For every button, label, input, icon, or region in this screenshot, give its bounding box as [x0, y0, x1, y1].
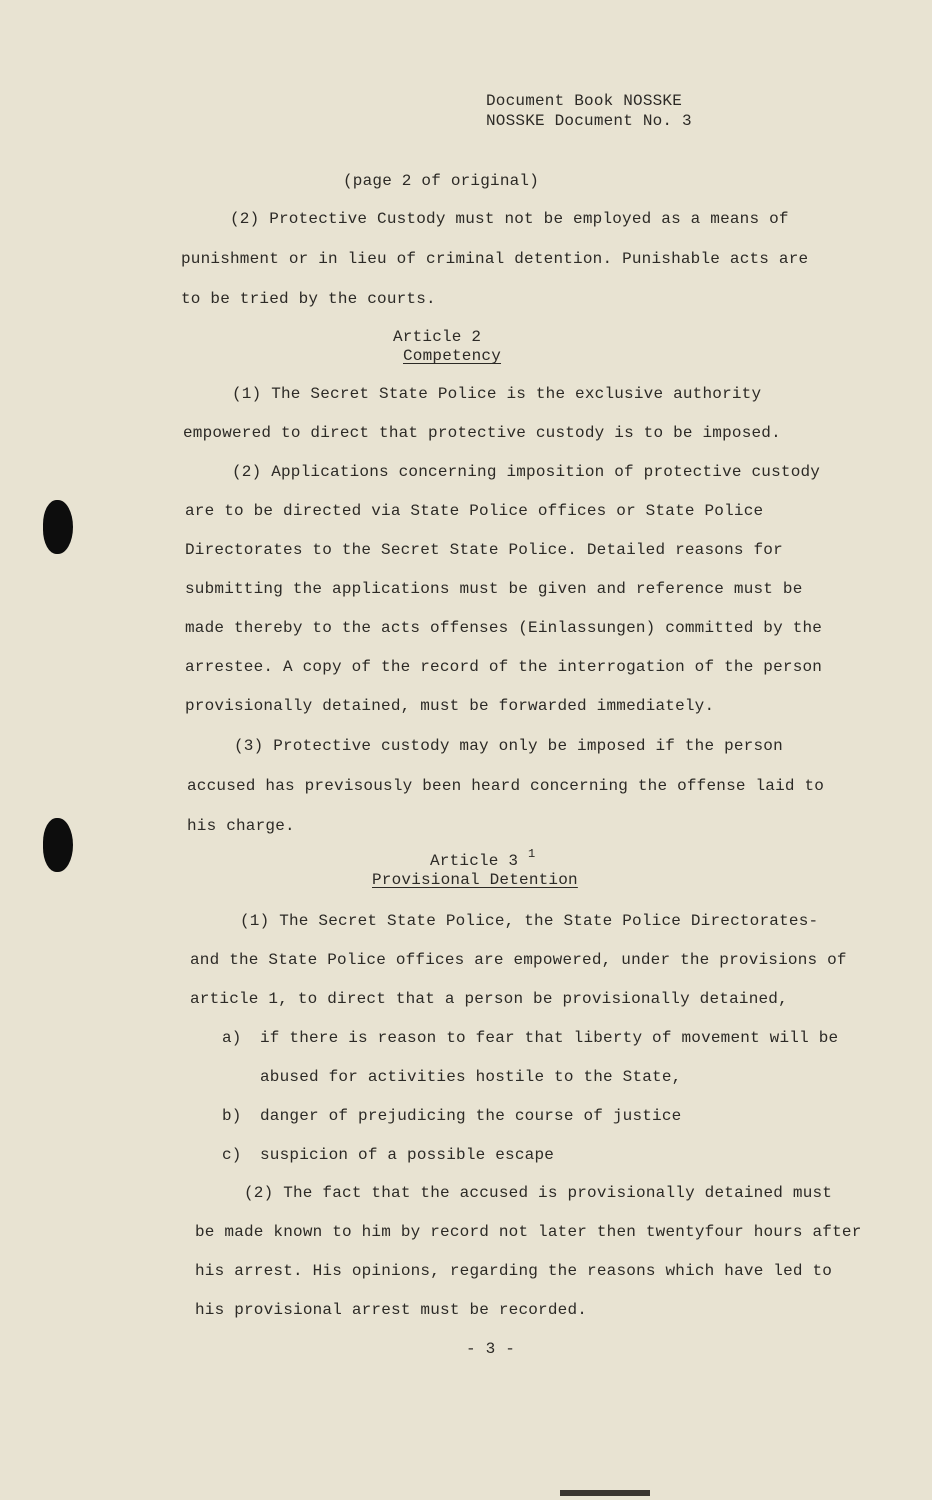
list-item-b-line-1: danger of prejudicing the course of justice — [260, 1107, 682, 1125]
header-line-2: NOSSKE Document No. 3 — [486, 112, 692, 130]
art3-p2-line-1: (2) The fact that the accused is provisionally detained must — [244, 1184, 833, 1202]
list-item-b-label: b) — [222, 1107, 242, 1125]
article-3-title — [430, 847, 536, 870]
article-3-subtitle: Provisional Detention — [372, 871, 578, 889]
page-note: (page 2 of original) — [343, 172, 540, 190]
art3-p2-line-4: his provisional arrest must be recorded. — [195, 1301, 588, 1319]
list-item-c-line-1: suspicion of a possible escape — [260, 1146, 555, 1164]
art2-p2-line-1: (2) Applications concerning imposition of protective custody — [232, 463, 821, 481]
art3-p1-line-3: article 1, to direct that a person be provisionally detained, — [190, 990, 788, 1008]
art2-p2-line-3: Directorates to the Secret State Police. Detailed reasons for — [185, 541, 783, 559]
art2-p3-line-1: (3) Protective custody may only be imposed if the person — [234, 737, 783, 755]
intro-line-1: (2) Protective Custody must not be employed as a means of — [230, 210, 789, 228]
intro-line-2: punishment or in lieu of criminal detention. Punishable acts are — [181, 250, 809, 268]
list-item-c-label: c) — [222, 1146, 242, 1164]
art2-p2-line-5: made thereby to the acts offenses (Einlassungen) committed by the — [185, 619, 823, 637]
list-item-a-line-2: abused for activities hostile to the State, — [260, 1068, 682, 1086]
art3-p1-line-1: (1) The Secret State Police, the State Police Directorates- — [240, 912, 819, 930]
article-2-subtitle: Competency — [403, 347, 502, 365]
punch-hole-top — [43, 500, 73, 554]
bottom-edge-mark — [560, 1490, 650, 1496]
list-item-a-line-1: if there is reason to fear that liberty of movement will be — [260, 1029, 839, 1047]
intro-line-3: to be tried by the courts. — [181, 290, 436, 308]
art2-p2-line-6: arrestee. A copy of the record of the interrogation of the person — [185, 658, 823, 676]
article-3-title-text: Article 3 — [430, 852, 519, 870]
art2-p2-line-7: provisionally detained, must be forwarded immediately. — [185, 697, 715, 715]
footnote-mark: 1 — [528, 847, 536, 861]
art2-p3-line-3: his charge. — [187, 817, 295, 835]
header-line-1: Document Book NOSSKE — [486, 92, 683, 110]
art3-p1-line-2: and the State Police offices are empowered, under the provisions of — [190, 951, 847, 969]
art2-p3-line-2: accused has previsously been heard concerning the offense laid to — [187, 777, 825, 795]
art2-p1-line-2: empowered to direct that protective custody is to be imposed. — [183, 424, 781, 442]
list-item-a-label: a) — [222, 1029, 242, 1047]
art2-p2-line-4: submitting the applications must be given and reference must be — [185, 580, 803, 598]
art3-p2-line-2: be made known to him by record not later then twentyfour hours after — [195, 1223, 862, 1241]
article-2-title: Article 2 — [393, 328, 482, 346]
art2-p1-line-1: (1) The Secret State Police is the exclusive authority — [232, 385, 762, 403]
art3-p2-line-3: his arrest. His opinions, regarding the reasons which have led to — [195, 1262, 833, 1280]
page-number: - 3 - — [466, 1340, 516, 1358]
art2-p2-line-2: are to be directed via State Police offices or State Police — [185, 502, 764, 520]
punch-hole-bottom — [43, 818, 73, 872]
